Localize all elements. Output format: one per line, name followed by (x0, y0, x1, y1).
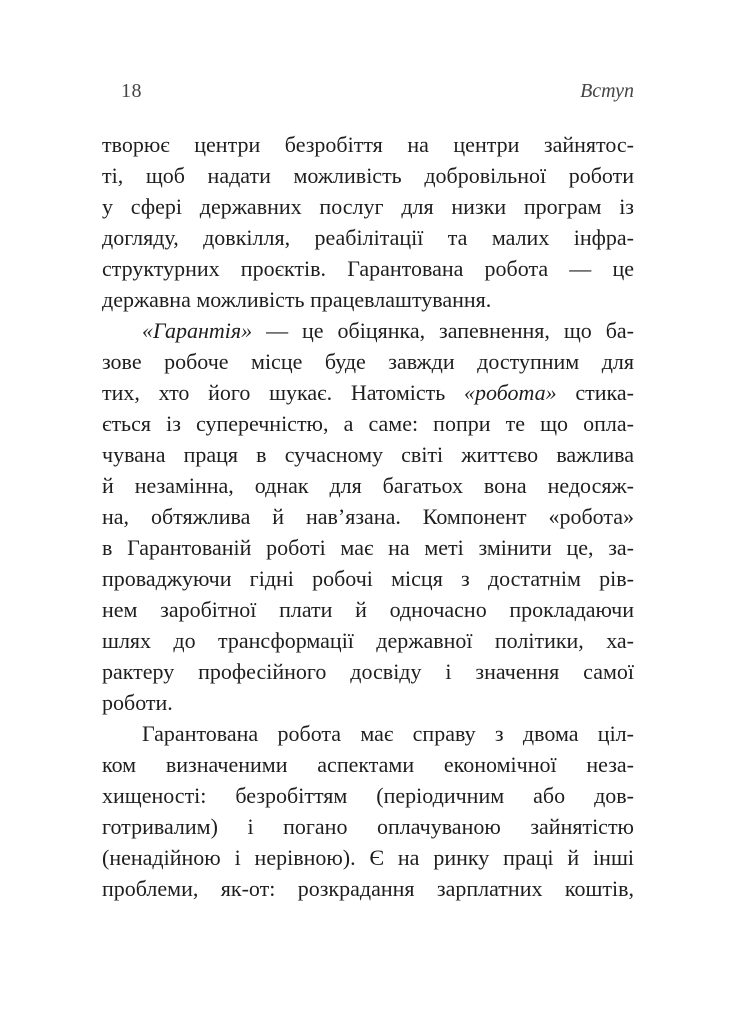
text-line (102, 129, 634, 160)
text-segment: державна можливість працевлаштування. (102, 287, 492, 312)
text-line (102, 842, 634, 873)
text-line (102, 346, 634, 377)
page-header (102, 80, 634, 102)
text-segment: на, обтяжлива й нав’язана. Компонент «робота» (102, 504, 634, 529)
text-segment: тих, хто його шукає. Натомість (102, 380, 465, 405)
text-line (102, 222, 634, 253)
text-segment: готривалим) і погано оплачуваною зайнятістю (102, 814, 634, 839)
text-line (102, 749, 634, 780)
text-line (102, 160, 634, 191)
text-line (102, 501, 634, 532)
text-line (102, 408, 634, 439)
text-line (102, 625, 634, 656)
text-line (102, 315, 634, 346)
text-segment: у сфері державних послуг для низки програм із (102, 194, 634, 219)
page-number: 18 (121, 80, 142, 102)
text-segment: хищеності: безробіттям (періодичним або дов- (102, 783, 634, 808)
text-segment: ється із суперечністю, а саме: попри те що опла- (102, 411, 634, 436)
text-segment: нем заробітної плати й одночасно прокладаючи (102, 597, 634, 622)
paragraph (102, 718, 634, 904)
text-segment: (ненадійною і нерівною). Є на ринку праці й інші (102, 845, 634, 870)
text-segment: рактеру професійного досвіду і значення самої (102, 659, 634, 684)
text-line (102, 439, 634, 470)
text-line (102, 284, 634, 315)
text-line (102, 811, 634, 842)
text-segment: структурних проєктів. Гарантована робота — це (102, 256, 634, 281)
text-segment: роботи. (102, 690, 173, 715)
text-line (102, 873, 634, 904)
text-line (102, 687, 634, 718)
text-segment: й незамінна, однак для багатьох вона недосяж- (102, 473, 634, 498)
text-segment: ті, щоб надати можливість добровільної роботи (102, 163, 634, 188)
running-title: Вступ (580, 80, 634, 102)
text-segment: творює центри безробіття на центри зайнятос- (102, 132, 634, 157)
text-segment: ком визначеними аспектами економічної неза- (102, 752, 634, 777)
text-line (102, 780, 634, 811)
text-line (102, 377, 634, 408)
italic-text-segment: «робота» (464, 380, 557, 405)
italic-text-segment: «Гарантія» (142, 318, 253, 343)
text-line (102, 718, 634, 749)
text-segment: зове робоче місце буде завжди доступним для (102, 349, 634, 374)
text-segment: стика- (556, 380, 634, 405)
body-text (102, 129, 634, 904)
text-segment: — це обіцянка, запевнення, що ба- (252, 318, 634, 343)
text-segment: проблеми, як-от: розкрадання зарплатних коштів, (102, 876, 634, 901)
text-segment: чувана праця в сучасному світі життєво важлива (102, 442, 634, 467)
text-line (102, 532, 634, 563)
text-segment: в Гарантованій роботі має на меті змінити це, за- (102, 535, 634, 560)
text-line (102, 470, 634, 501)
text-line (102, 656, 634, 687)
text-line (102, 594, 634, 625)
text-line (102, 563, 634, 594)
text-line (102, 191, 634, 222)
paragraph (102, 129, 634, 315)
paragraph (102, 315, 634, 718)
text-segment: догляду, довкілля, реабілітації та малих інфра- (102, 225, 634, 250)
text-segment: шлях до трансформації державної політики, ха- (102, 628, 634, 653)
text-segment: Гарантована робота має справу з двома ціл- (142, 721, 634, 746)
text-segment: проваджуючи гідні робочі місця з достатнім рів- (102, 566, 634, 591)
text-line (102, 253, 634, 284)
